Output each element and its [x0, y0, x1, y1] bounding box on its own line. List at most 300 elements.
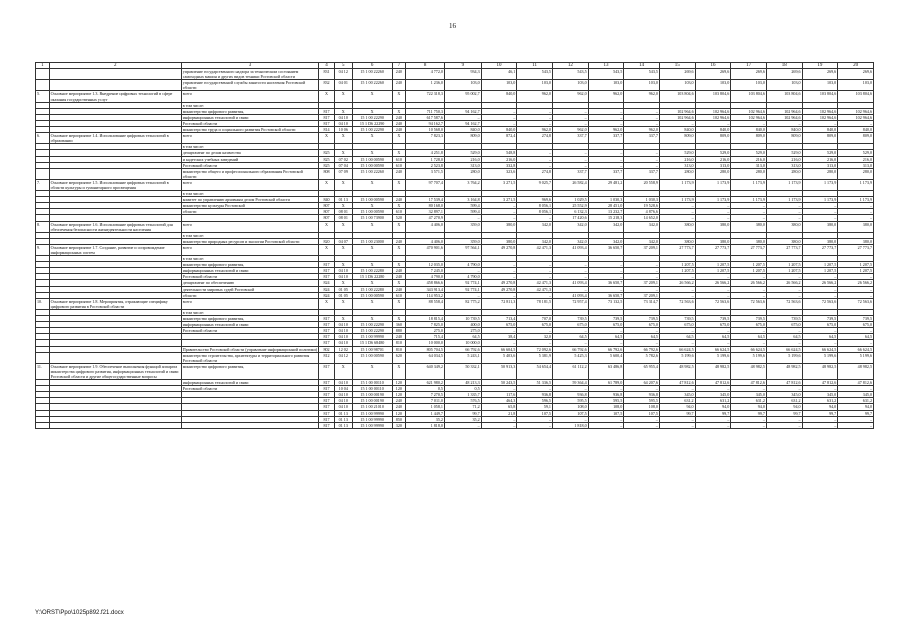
table-cell: 805 704,5	[406, 346, 445, 352]
table-cell: –	[552, 340, 588, 346]
table-cell: X	[334, 150, 352, 156]
table-cell: 832	[319, 80, 335, 91]
table-cell: 313,0	[766, 162, 802, 168]
table-cell: 15 1 00 00590	[352, 156, 392, 162]
table-row	[36, 168, 874, 179]
table-cell: –	[659, 292, 695, 298]
table-cell: 631,2	[838, 398, 874, 404]
table-cell: департамент по обеспечению	[181, 280, 318, 286]
table-cell: –	[731, 292, 767, 298]
column-header: 10	[481, 63, 517, 69]
table-cell: 962,0	[552, 127, 588, 133]
table-cell: 817	[319, 404, 335, 410]
table-cell: 7 823,3	[406, 133, 445, 144]
table-cell: 5 199,6	[659, 352, 695, 363]
table-cell: 599,4	[444, 209, 481, 215]
table-cell: 64,5	[444, 334, 481, 340]
table-cell: 280,0	[731, 168, 767, 179]
table-cell: 962,0	[588, 91, 624, 102]
table-cell: –	[517, 416, 553, 422]
table-cell: 1 173,9	[695, 179, 731, 190]
table-cell: 840,0	[731, 127, 767, 133]
table-cell: 840	[319, 197, 335, 203]
table-cell: 840,0	[444, 127, 481, 133]
table-cell: 520	[392, 215, 406, 221]
table-cell: 529,0	[766, 150, 802, 156]
table-cell: области	[181, 292, 318, 298]
table-cell: 809,0	[659, 133, 695, 144]
table-cell: 576,5	[444, 398, 481, 404]
table-cell: 936,8	[588, 392, 624, 398]
table-cell: –	[802, 292, 838, 298]
table-cell: 825	[319, 162, 335, 168]
table-cell: X	[319, 298, 335, 309]
table-cell: –	[838, 328, 874, 334]
table-cell: министерство цифрового развития,	[181, 108, 318, 114]
table-cell: 103,0	[444, 80, 481, 91]
table-cell: –	[588, 268, 624, 274]
table-cell: 9.	[36, 244, 50, 255]
table-cell: –	[552, 156, 588, 162]
table-cell: министерство труда и социального развития Ростовской области	[181, 127, 318, 133]
table-cell: –	[481, 262, 517, 268]
table-cell: –	[444, 215, 481, 221]
table-cell: 1 058,1	[406, 404, 445, 410]
table-cell: 15 1 00 00590	[352, 352, 392, 363]
table-cell: 46,1	[481, 69, 517, 80]
table-cell: –	[659, 203, 695, 209]
table-cell: 27 773,7	[838, 244, 874, 255]
table-cell: 817	[319, 363, 335, 379]
table-cell: 10 06	[334, 127, 352, 133]
table-cell: 715,4	[406, 334, 445, 340]
table-cell: X	[352, 108, 392, 114]
table-cell: X	[392, 150, 406, 156]
table-cell: –	[838, 340, 874, 346]
table-cell: 808	[319, 168, 335, 179]
table-cell: 5 199,6	[766, 352, 802, 363]
table-cell: –	[766, 274, 802, 280]
table-cell: X	[319, 221, 335, 232]
table-cell: 72 957,4	[552, 298, 588, 309]
table-cell: 1 030,3	[588, 197, 624, 203]
table-cell: 80 168,0	[406, 203, 445, 209]
table-cell: 817	[319, 328, 335, 334]
table-cell: 41 093,4	[552, 244, 588, 255]
table-cell: 343 913,4	[406, 286, 445, 292]
table-cell: 15 1 00 22260	[352, 80, 392, 91]
page-number: 16	[449, 22, 456, 30]
table-cell: –	[624, 114, 660, 120]
table-cell: –	[444, 114, 481, 120]
table-cell: –	[624, 286, 660, 292]
table-cell: –	[731, 215, 767, 221]
table-cell	[36, 80, 50, 91]
table-cell: X	[352, 244, 392, 255]
table-cell: Ростовской области	[181, 162, 318, 168]
table-cell: –	[552, 286, 588, 292]
table-cell: 711 750,3	[406, 108, 445, 114]
table-cell: 64,5	[802, 334, 838, 340]
table-cell: 595,5	[588, 398, 624, 404]
table-cell: –	[517, 120, 553, 126]
table-cell: 345,0	[695, 392, 731, 398]
table-cell: –	[552, 268, 588, 274]
table-cell: 1 207,5	[802, 262, 838, 268]
table-cell: 103,0	[624, 80, 660, 91]
table-cell: 739,5	[731, 316, 767, 322]
table-cell: 15 1 00 22290	[352, 114, 392, 120]
table-cell	[36, 69, 50, 80]
table-cell: 72 092,6	[517, 346, 553, 352]
table-cell: 345,0	[838, 392, 874, 398]
table-cell: –	[731, 340, 767, 346]
table-cell: 337,7	[624, 168, 660, 179]
table-cell: 240	[392, 398, 406, 404]
table-cell: –	[802, 274, 838, 280]
table-cell: –	[624, 156, 660, 162]
table-cell: 36 650,7	[588, 244, 624, 255]
table-cell: 15 1 00 73900	[352, 215, 392, 221]
table-cell: –	[766, 209, 802, 215]
table-cell: 739,5	[659, 316, 695, 322]
table-cell: –	[731, 416, 767, 422]
table-cell: Ростовской области	[181, 274, 318, 280]
table-cell	[36, 422, 50, 428]
table-cell: 17 420,6	[552, 215, 588, 221]
table-cell: 739,5	[838, 316, 874, 322]
table-cell: –	[624, 416, 660, 422]
table-cell: 92 774,1	[444, 280, 481, 286]
column-header: 4	[319, 63, 335, 69]
table-cell: 240	[392, 197, 406, 203]
table-cell: 675,0	[838, 322, 874, 328]
table-cell: 1 728,0	[406, 156, 445, 162]
table-cell: 1 173,9	[659, 179, 695, 190]
table-cell: 48 982,5	[659, 363, 695, 379]
table-cell: 5 403,6	[481, 352, 517, 363]
table-cell: –	[659, 215, 695, 221]
table-cell: –	[481, 120, 517, 126]
table-cell: 817	[319, 268, 335, 274]
table-cell: 840,0	[766, 127, 802, 133]
table-cell: 48 213,3	[444, 380, 481, 386]
table-cell: –	[481, 268, 517, 274]
table-cell: 640 349,2	[406, 363, 445, 379]
table-cell: X	[392, 298, 406, 309]
table-cell: 64 034,5	[406, 352, 445, 363]
table-cell: Основное мероприятие 1.9. Обеспечение выполнения функций аппарата министерства цифрового развития, информационных технологий и связи Ростовской области и другие общегосударственные вопросы	[49, 363, 181, 379]
table-cell: 26 566,2	[695, 280, 731, 286]
table-cell: 280,0	[838, 168, 874, 179]
table-cell: 48 982,5	[838, 363, 874, 379]
table-cell: 103,0	[659, 80, 695, 91]
table-cell: X	[392, 221, 406, 232]
table-cell: 380,0	[659, 238, 695, 244]
table-cell: 04 12	[334, 69, 352, 80]
table-cell: 107,5	[517, 410, 553, 416]
table-cell: 872,4	[481, 133, 517, 144]
table-cell: 102 964,6	[802, 114, 838, 120]
table-cell: –	[588, 422, 624, 428]
table-cell: 15 218,3	[588, 215, 624, 221]
table-cell: –	[695, 286, 731, 292]
table-cell: 14 652,0	[624, 215, 660, 221]
table-cell: 73 314,7	[624, 298, 660, 309]
table-cell: 04 01	[334, 80, 352, 91]
table-cell: –	[624, 328, 660, 334]
table-cell: –	[517, 274, 553, 280]
table-cell: 49 270,8	[481, 286, 517, 292]
table-cell: –	[659, 120, 695, 126]
table-cell: 50 913,3	[481, 363, 517, 379]
table-cell: 631,2	[766, 398, 802, 404]
table-cell: 27 773,7	[659, 244, 695, 255]
table-cell: –	[766, 422, 802, 428]
table-cell: 817	[319, 398, 335, 404]
table-cell: 5 782,6	[624, 352, 660, 363]
table-cell: 380,0	[838, 238, 874, 244]
table-cell: Основное мероприятие 1.8. Мероприятия, отражающие специфику цифрового развития в Ростовской области	[49, 298, 181, 309]
table-cell: 458 866,6	[406, 280, 445, 286]
table-cell: X	[352, 203, 392, 209]
table-cell: –	[517, 340, 553, 346]
table-cell: –	[517, 156, 553, 162]
table-cell: –	[766, 328, 802, 334]
table-cell: –	[624, 268, 660, 274]
table-cell: 1 335,7	[444, 392, 481, 398]
table-cell: 1 207,5	[838, 268, 874, 274]
table-cell: 269,6	[838, 69, 874, 80]
table-cell: 8 056,1	[517, 209, 553, 215]
table-cell: 240	[392, 286, 406, 292]
table-cell: –	[481, 416, 517, 422]
table-cell: 99,7	[444, 410, 481, 416]
table-cell: –	[517, 114, 553, 120]
table-row	[36, 179, 874, 190]
table-cell: информационных технологий и связи	[181, 322, 318, 328]
table-cell: 342,0	[588, 221, 624, 232]
table-cell: 1 449,7	[406, 410, 445, 416]
table-cell: –	[588, 274, 624, 280]
table-cell: 103,0	[802, 80, 838, 91]
table-cell: 65 955,4	[624, 363, 660, 379]
table-cell: 7 011,0	[406, 398, 445, 404]
table-cell: 1 173,9	[802, 179, 838, 190]
table-cell: 01 13	[334, 422, 352, 428]
table-cell: 240	[392, 404, 406, 410]
table-cell: X	[352, 221, 392, 232]
table-cell: 240	[392, 334, 406, 340]
table-cell: 380,0	[695, 221, 731, 232]
table-cell: 04 12	[334, 352, 352, 363]
table-cell: –	[588, 156, 624, 162]
table-cell: 99,7	[695, 410, 731, 416]
table-cell: 103,0	[481, 80, 517, 91]
table-cell: 675,0	[695, 322, 731, 328]
table-cell: X	[334, 91, 352, 102]
table-cell: X	[392, 179, 406, 190]
table-cell: 1 030,3	[624, 197, 660, 203]
table-cell: 47 812,6	[838, 380, 874, 386]
table-cell: 10 000,0	[406, 340, 445, 346]
table-cell: 12 035,0	[406, 262, 445, 268]
table-cell: 64,5	[588, 334, 624, 340]
table-cell: 01 13	[334, 197, 352, 203]
table-cell: 66 624,5	[766, 346, 802, 352]
table-cell: 63 486,8	[588, 363, 624, 379]
table-cell: Ростовской области	[181, 386, 318, 392]
table-cell: 817	[319, 114, 335, 120]
table-cell: 64,5	[552, 334, 588, 340]
table-cell: в том числе:	[181, 144, 318, 150]
table-row	[36, 298, 874, 309]
table-cell: 102 964,6	[838, 114, 874, 120]
table-cell: –	[624, 262, 660, 268]
table-cell: 04 10	[334, 340, 352, 346]
table-cell: 824	[319, 292, 335, 298]
table-cell: 94 162,7	[444, 108, 481, 114]
table-cell: 94,0	[766, 404, 802, 410]
table-cell: X	[334, 316, 352, 322]
table-cell: 1 207,5	[659, 268, 695, 274]
table-cell: 107,5	[624, 410, 660, 416]
table-cell: 94 162,7	[444, 120, 481, 126]
table-cell: 599,4	[444, 203, 481, 209]
table-cell: 15 1 00 00110	[352, 386, 392, 392]
table-cell: 102 964,6	[695, 114, 731, 120]
table-cell: 0,5	[444, 386, 481, 392]
table-cell: 1 207,5	[838, 262, 874, 268]
table-cell: 5 199,6	[731, 352, 767, 363]
table-cell: 37 209,1	[624, 292, 660, 298]
table-cell: 102 964,6	[838, 108, 874, 114]
table-cell: 47 812,6	[802, 380, 838, 386]
table-cell: деятельности мировых судей Ростовской	[181, 286, 318, 292]
table-cell: 94,0	[659, 404, 695, 410]
table-cell: –	[695, 340, 731, 346]
table-cell: 675,0	[766, 322, 802, 328]
table-cell: 548,8	[481, 150, 517, 156]
table-cell: всего	[181, 221, 318, 232]
table-cell: 18 815,4	[406, 316, 445, 322]
table-cell: 15 1 00 22290	[352, 328, 392, 334]
table-cell: 610	[392, 292, 406, 298]
table-cell: 962,0	[624, 127, 660, 133]
table-cell: X	[352, 316, 392, 322]
table-cell: –	[552, 120, 588, 126]
table-cell: 48 982,5	[766, 363, 802, 379]
table-cell: 831	[319, 69, 335, 80]
table-cell: –	[695, 203, 731, 209]
table-cell: 5 199,6	[695, 352, 731, 363]
table-cell: 337,7	[552, 168, 588, 179]
column-header: 13	[588, 63, 624, 69]
table-cell: 102 964,6	[659, 108, 695, 114]
table-cell: 380,0	[802, 221, 838, 232]
table-cell: Основное мероприятие 1.5. Использование цифровых технологий в области культуры и гуманитарного просвещения	[49, 179, 181, 190]
table-cell: 4 790,0	[406, 274, 445, 280]
table-cell: 280,0	[444, 168, 481, 179]
table-cell: 15 1 00 00190	[352, 398, 392, 404]
table-cell: X	[334, 280, 352, 286]
table-cell: 103,0	[695, 80, 731, 91]
table-cell: 1 207,5	[766, 262, 802, 268]
table-cell: 9 025,7	[517, 179, 553, 190]
column-header: 15	[659, 63, 695, 69]
table-cell: 216,0	[695, 156, 731, 162]
table-cell: и кадетских учебных заведений	[181, 156, 318, 162]
table-cell: –	[588, 108, 624, 114]
table-cell: 72 563,6	[766, 298, 802, 309]
table-cell: –	[552, 416, 588, 422]
table-cell: 47 270,9	[406, 215, 445, 221]
table-cell: 313,0	[838, 162, 874, 168]
table-cell: –	[695, 292, 731, 298]
table-cell: 722 318,3	[406, 91, 445, 102]
table-cell: X	[352, 150, 392, 156]
table-cell: 313,0	[802, 162, 838, 168]
table-cell: –	[659, 386, 695, 392]
table-cell: 337,7	[624, 133, 660, 144]
table-cell: 707,0	[517, 316, 553, 322]
table-cell: 103,0	[552, 80, 588, 91]
table-cell: 1 173,9	[659, 197, 695, 203]
table-cell: 108,0	[624, 404, 660, 410]
table-cell: –	[838, 274, 874, 280]
table-cell: 102 964,6	[766, 108, 802, 114]
table-cell: 5 199,6	[838, 352, 874, 363]
table-cell: 216,0	[766, 156, 802, 162]
table-cell: 99,7	[659, 410, 695, 416]
table-cell: –	[838, 215, 874, 221]
table-cell: 64,5	[838, 334, 874, 340]
table-cell: –	[481, 328, 517, 334]
table-cell: 3 271,5	[481, 197, 517, 203]
table-cell: 345,0	[802, 392, 838, 398]
table-cell: 42 471,3	[517, 286, 553, 292]
table-cell: X	[392, 363, 406, 379]
table-cell: 529,0	[731, 150, 767, 156]
table-cell: 6 132,3	[552, 209, 588, 215]
table-cell: 675,0	[659, 322, 695, 328]
table-cell: 114 953,2	[406, 292, 445, 298]
table-cell: 26 582,4	[552, 179, 588, 190]
table-cell: 36 650,7	[588, 280, 624, 286]
table-cell: 337,7	[588, 133, 624, 144]
table-cell: 102 964,6	[695, 108, 731, 114]
table-cell: 529,0	[659, 150, 695, 156]
column-header: 17	[731, 63, 767, 69]
table-cell: 1 173,9	[766, 197, 802, 203]
table-cell: 08 01	[334, 209, 352, 215]
table-cell: X	[334, 244, 352, 255]
table-cell	[181, 422, 318, 428]
table-cell: 280,0	[659, 168, 695, 179]
table-row	[36, 133, 874, 144]
table-cell: 07 02	[334, 156, 352, 162]
table-cell: 595,5	[624, 398, 660, 404]
table-cell: 15 1 D6 68480	[352, 340, 392, 346]
table-cell: 240	[392, 80, 406, 91]
table-cell: 470 901,6	[406, 244, 445, 255]
table-cell: 269,6	[731, 69, 767, 80]
table-cell: 103 804,6	[838, 91, 874, 102]
table-cell: 04 10	[334, 114, 352, 120]
table-cell: X	[392, 280, 406, 286]
table-cell: –	[802, 203, 838, 209]
table-cell: 240	[392, 274, 406, 280]
